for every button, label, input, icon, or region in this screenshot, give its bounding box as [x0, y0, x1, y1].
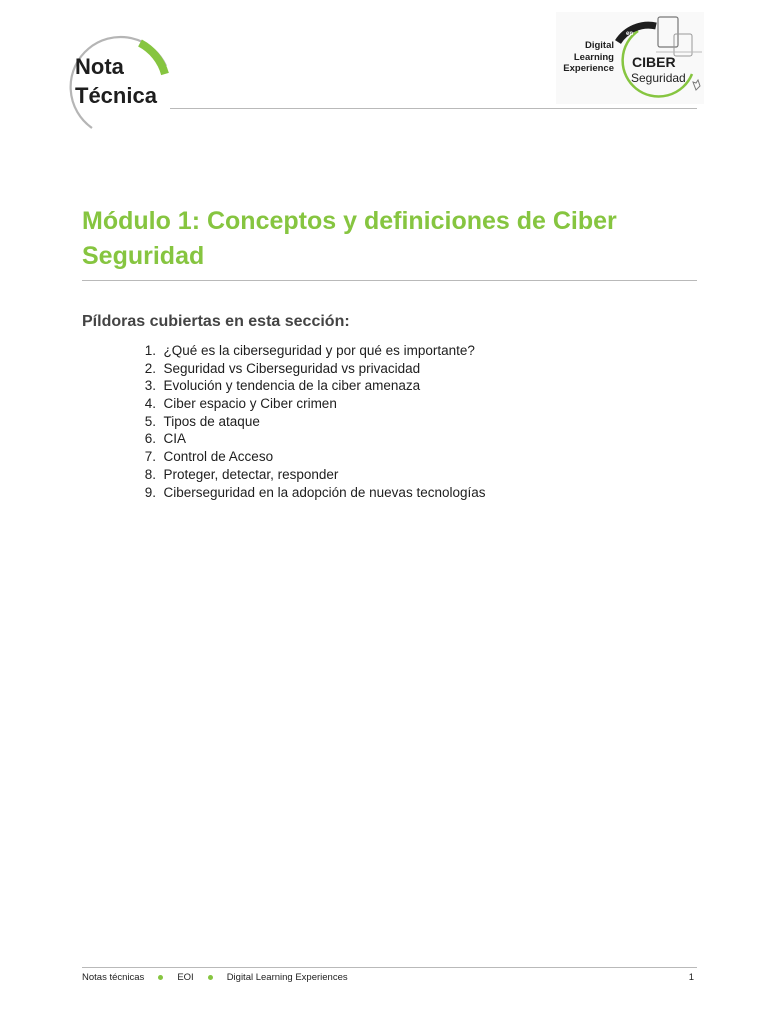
list-item [128, 342, 486, 360]
footer-divider [82, 967, 697, 968]
list-item-number: 4. [144, 396, 156, 412]
list-item-text: Control de Acceso [163, 449, 274, 465]
logo-ciber-text: CIBER [632, 54, 676, 70]
logo-word-nota: Nota [75, 54, 124, 79]
list-item-text: Evolución y tendencia de la ciber amenaza [163, 378, 421, 394]
page-number: 1 [688, 971, 694, 983]
logo-word-tecnica: Técnica [75, 83, 157, 108]
list-item-number: 2. [144, 360, 156, 376]
logo-experience-text: Experience [563, 63, 614, 74]
page-footer [82, 970, 694, 984]
logo-learning-text: Learning [573, 52, 614, 63]
section-heading: Píldoras cubiertas en esta sección: [82, 313, 350, 330]
logo-en-badge: en [626, 31, 634, 37]
title-divider [82, 280, 697, 281]
list-item-number: 1. [144, 343, 156, 358]
footer-digital-learning: Digital Learning Experiences [226, 971, 348, 983]
nota-tecnica-logo [62, 30, 182, 140]
list-item-number: 7. [144, 449, 156, 465]
list-item-text: Proteger, detectar, responder [163, 466, 339, 482]
footer-notas-tecnicas: Notas técnicas [82, 971, 145, 983]
list-item-text: ¿Qué es la ciberseguridad y por qué es importante? [163, 343, 475, 358]
logo-seguridad-text: Seguridad [631, 71, 686, 85]
list-item [128, 413, 486, 431]
pildoras-list [128, 342, 486, 501]
list-item [128, 484, 486, 502]
list-item [128, 395, 486, 413]
list-item-text: Ciber espacio y Ciber crimen [163, 396, 337, 412]
list-item [128, 466, 486, 484]
list-item-number: 6. [144, 431, 156, 447]
list-item [128, 430, 486, 448]
list-item-text: CIA [163, 431, 187, 447]
footer-eoi: EOI [177, 971, 194, 983]
list-item-number: 9. [144, 484, 156, 500]
bullet-dot-icon [208, 975, 213, 980]
list-item-number: 5. [144, 413, 156, 429]
list-item [128, 360, 486, 378]
list-item-text: Seguridad vs Ciberseguridad vs privacidad [163, 360, 421, 376]
list-item-text: Tipos de ataque [163, 413, 260, 429]
list-item-number: 3. [144, 378, 156, 394]
bullet-dot-icon [158, 975, 163, 980]
list-item-number: 8. [144, 466, 156, 482]
digital-learning-experience-logo [556, 12, 704, 104]
module-title: Módulo 1: Conceptos y definiciones de Ciber Seguridad [82, 207, 617, 270]
list-item [128, 377, 486, 395]
list-item [128, 448, 486, 466]
header-divider [170, 108, 697, 109]
logo-digital-text: Digital [584, 40, 614, 51]
list-item-text: Ciberseguridad en la adopción de nuevas tecnologías [163, 484, 486, 500]
